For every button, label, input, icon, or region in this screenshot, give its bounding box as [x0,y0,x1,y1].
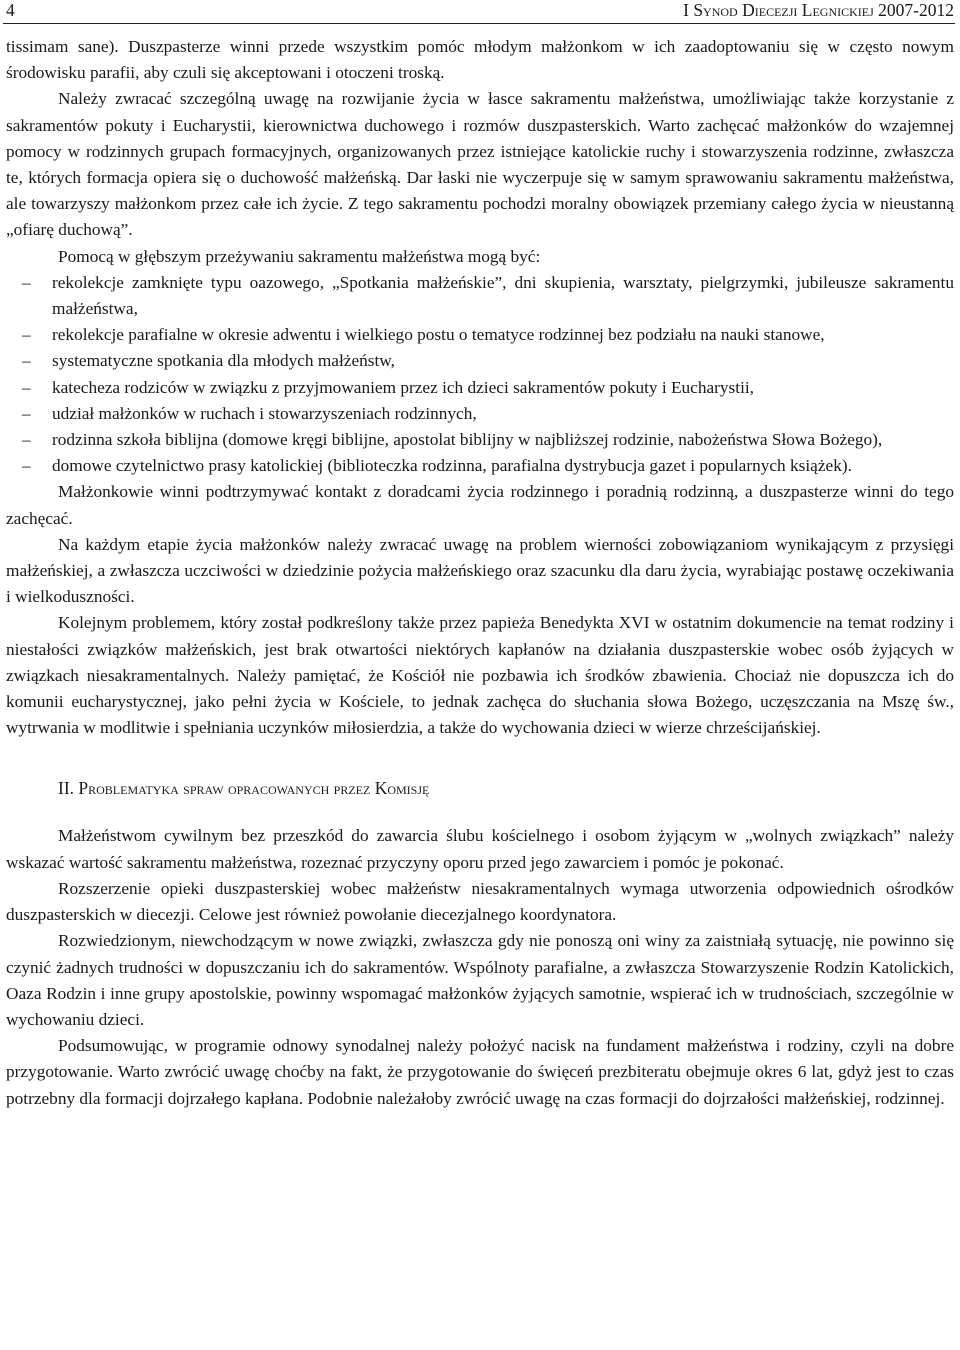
body-text [6,34,954,1112]
list-item [6,348,954,374]
list-item [6,401,954,427]
top-paragraphs [6,34,954,270]
section-heading: II. Problematyka spraw opracowanych przez Komisję [58,778,430,799]
paragraph: Kolejnym problemem, który został podkreślony także przez papieża Benedykta XVI w ostatnim dokumencie na temat rodziny i niestałości związków małżeńskich, jest brak otwartości niektórych kapłanów na działania duszpasterskie wobec osób żyjących w związkach niesakramentalnych. Należy pamiętać, że Kościół nie pozbawia ich środków zbawienia. Chociaż nie dopuszcza ich do komunii eucharystycznej, jako pełni życia w Kościele, to jednak zachęca do słuchania słowa Bożego, uczęszczania na Mszę św., wytrwania w modlitwie i spełniania uczynków miłosierdzia, a także do wychowania dzieci w wierze chrześcijańskiej. [6,613,954,738]
header-rule [3,23,955,24]
list-item [6,270,954,322]
list-item-text: rekolekcje zamknięte typu oazowego, „Spotkania małżeńskie”, dni skupienia, warsztaty, pielgrzymki, jubileusze sakramentu małżeństwa, [52,272,954,319]
middle-paragraphs [6,479,954,741]
page-number: 4 [6,0,15,20]
paragraph: Rozszerzenie opieki duszpasterskiej wobec małżeństw niesakramentalnych wymaga utworzenia odpowiednich ośrodków duszpasterskich w diecezji. Celowe jest również powołanie diecezjalnego koordynatora. [6,878,954,925]
paragraph: Małżonkowie winni podtrzymywać kontakt z doradcami życia rodzinnego i poradnią rodzinną, a duszpasterze winni do tego zachęcać. [6,482,954,528]
paragraph: Pomocą w głębszym przeżywaniu sakramentu małżeństwa mogą być: [58,246,541,266]
paragraph: Rozwiedzionym, niewchodzącym w nowe związki, zwłaszcza gdy nie ponoszą oni winy za zaistniałą sytuację, nie powinno się czynić żadnych trudności w dopuszczaniu ich do sakramentów. Wspólnoty parafialne, a zwłaszcza Stowarzyszenie Rodzin Katolickich, Oaza Rodzin i inne grupy apostolskie, powinny wspomagać małżonków żyjących samotnie, wspierać ich w trudnościach, szczególnie w wychowaniu dzieci. [6,931,954,1029]
list-item-text: rekolekcje parafialne w okresie adwentu i wielkiego postu o tematyce rodzinnej bez podziału na nauki stanowe, [52,325,825,345]
list-dash: – [22,403,31,423]
paragraph: Należy zwracać szczególną uwagę na rozwijanie życia w łasce sakramentu małżeństwa, umożliwiając także korzystanie z sakramentów pokuty i Eucharystii, kierownictwa duchowego i rozmów duszpasterskich. Warto zachęcać małżonków do wzajemnej pomocy w rodzinnych grupach formacyjnych, organizowanych przez istniejące katolickie ruchy i stowarzyszenia rodzinne, zwłaszcza te, których formacja opiera się o duchowość małżeńską. Dar łaski nie wyczerpuje się w samym sprawowaniu sakramentu małżeństwa, ale towarzyszy małżonkom przez całe ich życie. Z tego sakramentu pochodzi moralny obowiązek przemiany całego życia w nieustanną „ofiarę duchową”. [6,89,954,240]
list-dash: – [22,272,31,292]
list-dash: – [22,377,31,397]
paragraph: Małżeństwom cywilnym bez przeszkód do zawarcia ślubu kościelnego i osobom żyjącym w „wolnych związkach” należy wskazać wartość sakramentu małżeństwa, rozeznać przyczyny oporu przed jego zawarciem i pomóc je pokonać. [6,826,954,872]
bottom-paragraphs [6,823,954,1111]
list-item [6,375,954,401]
list-dash: – [22,430,31,450]
list-item-text: udział małżonków w ruchach i stowarzyszeniach rodzinnych, [52,403,477,423]
page-header [6,0,954,24]
list-item-text: rodzinna szkoła biblijna (domowe kręgi biblijne, apostolat biblijny w najbliższej rodzinie, nabożeństwa Słowa Bożego), [52,430,883,450]
list-dash: – [22,456,31,476]
list-item-text: katecheza rodziców w związku z przyjmowaniem przez ich dzieci sakramentów pokuty i Eucharystii, [52,377,755,397]
list-item [6,453,954,479]
list-item-text: systematyczne spotkania dla młodych małżeństw, [52,351,395,371]
paragraph: Na każdym etapie życia małżonków należy zwracać uwagę na problem wierności zobowiązaniom wynikającym z przysięgi małżeńskiej, a zwłaszcza uczciwości w dziedzinie pożycia małżeńskiego oraz szacunku dla daru życia, wyrabiając postawę oczekiwania i wielkoduszności. [6,534,954,607]
paragraph: tissimam sane). Duszpasterze winni przede wszystkim pomóc młodym małżonkom w ich zaadoptowaniu się w często nowym środowisku parafii, aby czuli się akceptowani i otoczeni troską. [6,37,954,83]
bullet-list [6,270,954,480]
list-item [6,427,954,453]
list-item [6,322,954,348]
list-dash: – [22,351,31,371]
paragraph: Podsumowując, w programie odnowy synodalnej należy położyć nacisk na fundament małżeństwa i rodziny, czyli na dobre przygotowanie. Warto zwrócić uwagę choćby na fakt, że przygotowanie do święceń prezbiteratu obejmuje okres 6 lat, gdyż jest to czas potrzebny dla formacji dojrzałego kapłana. Podobnie należałoby zwrócić uwagę na czas formacji do dojrzałości małżeńskiej, rodzinnej. [6,1036,954,1108]
running-title: I Synod Diecezji Legnickiej 2007-2012 [683,0,954,20]
list-dash: – [22,325,31,345]
list-item-text: domowe czytelnictwo prasy katolickiej (biblioteczka rodzinna, parafialna dystrybucja gazet i popularnych książek). [52,456,852,476]
